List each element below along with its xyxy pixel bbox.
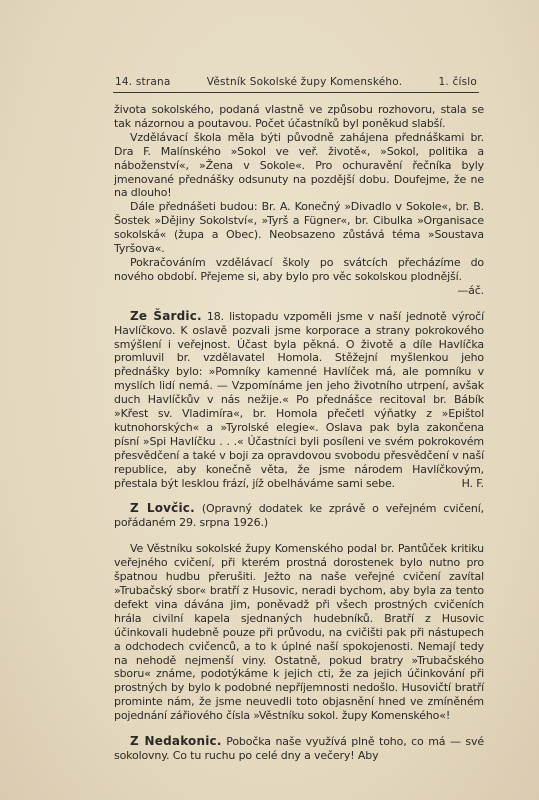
report-text: Pobočka naše využívá plně toho, co má — své sokolovny. Co tu ruchu po celé dny a večery! Aby bbox=[114, 735, 484, 762]
report-lovcice-body: Ve Věstníku sokolské župy Komenského podal br. Pantůček kritiku veřejného cvičení, při kterém prostná dorostenek bylo nutno pro špatnou hudbu přerušiti. Ježto na naše veřejné cvičení zavítal »Trubačský sbor« bratří z Husovic, neradi bychom, aby byla za tento defekt vina dávána jim, poněvadž při všech prostných cvičeních hrála civilní kapela sjednaných hudebníků. Bratří z Husovic účinkovali hudebně pouze při průvodu, na cvičišti pak při nástupech a odchodech cvičenců, a to k úplné naší spokojenosti. Nemají tedy na nehodě nejmenší viny. Ostatně, pokud bratry »Trubačského sboru« známe, podotýkáme k jejich cti, že za jejich účinkování při prostných by bylo k podobné nepříjemnosti nedošlo. Husovičtí bratří prominte nám, že jsme neuvedli toto objasnění hned ve zmíněném pojednání zářiového čísla »Věstníku sokol. župy Komenského«! bbox=[114, 542, 484, 723]
article-body bbox=[114, 103, 484, 763]
paragraph-2: Vzdělávací škola měla býti původně zahájena přednáškami br. Dra F. Malínského »Sokol ve veř. životě«, »Sokol, politika a náboženství«, »Žena v Sokole«. Pro ochuravění řečníka byly jmenované přednášky odsunuty na pozdější dobu. Doufejme, že ne na dlouho! bbox=[114, 130, 484, 200]
report-sardice bbox=[114, 310, 484, 491]
report-heading: Z Nedakonic. bbox=[130, 734, 222, 749]
report-heading: Z Lovčic. bbox=[130, 501, 195, 516]
signature-1: —áč. bbox=[457, 283, 484, 297]
report-nedakonice bbox=[114, 735, 484, 763]
paragraph-4: Pokračováním vzdělávací školy po svátcích přecházíme do nového období. Přejeme si, aby bylo pro věc sokolskou plodnější. bbox=[114, 255, 484, 283]
header-rule bbox=[113, 92, 479, 93]
report-text: (Opravný dodatek ke zprávě o veřejném cvičení, pořádaném 29. srpna 1926.) bbox=[114, 502, 484, 530]
page-header bbox=[115, 76, 477, 88]
paragraph-3: Dále přednášeti budou: Br. A. Konečný »Divadlo v Sokole«, br. B. Šostek »Dějiny Sokolství«, »Tyrš a Fügner«, br. Cibulka »Organisace sokolská« (župa a Obec). Neobsazeno zůstává téma »Soustava Tyršova«. bbox=[114, 200, 484, 256]
page-number: 14. strana bbox=[115, 76, 171, 88]
issue-number: 1. číslo bbox=[438, 76, 477, 88]
paragraph-1: života sokolského, podaná vlastně ve způsobu rozhovoru, stala se tak názornou a poutavou. Počet účastníků byl poněkud slabší. bbox=[114, 103, 484, 130]
report-text: 18. listopadu vzpoměli jsme v naší jednotě výročí Havlíčkovo. K oslavě pozvali jsme korporace a strany pokrokového smýšlení i veřejnost. Účast byla pěkná. O životě a díle Havlíčka promluvil br. vzdělavatel Homola. Stěžejní myšlenkou jeho přednášky bylo: »Pomníky kamenné Havlíček má, ale pomníku v myslích lidí nemá. — Vzpomínáme jen jeho životního utrpení, avšak duch Havlíčkův v nás nežije.« Po přednášce recitoval br. Bábík »Křest sv. Vladimíra«, br. Homola přečetl výňatky z »Epištol kutnohorských« a »Tyrolské elegie«. Oslava pak byla zakončena písní »Spi Havlíčku . . .« Účastníci byli posíleni ve svém pokrokovém přesvědčení a také v boji za opravdovou svobodu přesvědčení v naší republice, aby konečně věta, že jsme národem Havlíčkovým, přestala být lesklou frází, jíž obelháváme sami sebe. bbox=[114, 309, 484, 490]
report-heading: Ze Šardic. bbox=[130, 308, 202, 323]
publication-title: Věstník Sokolské župy Komenského. bbox=[206, 76, 403, 88]
signature-2: H. F. bbox=[461, 476, 484, 490]
report-lovcice bbox=[114, 502, 484, 530]
